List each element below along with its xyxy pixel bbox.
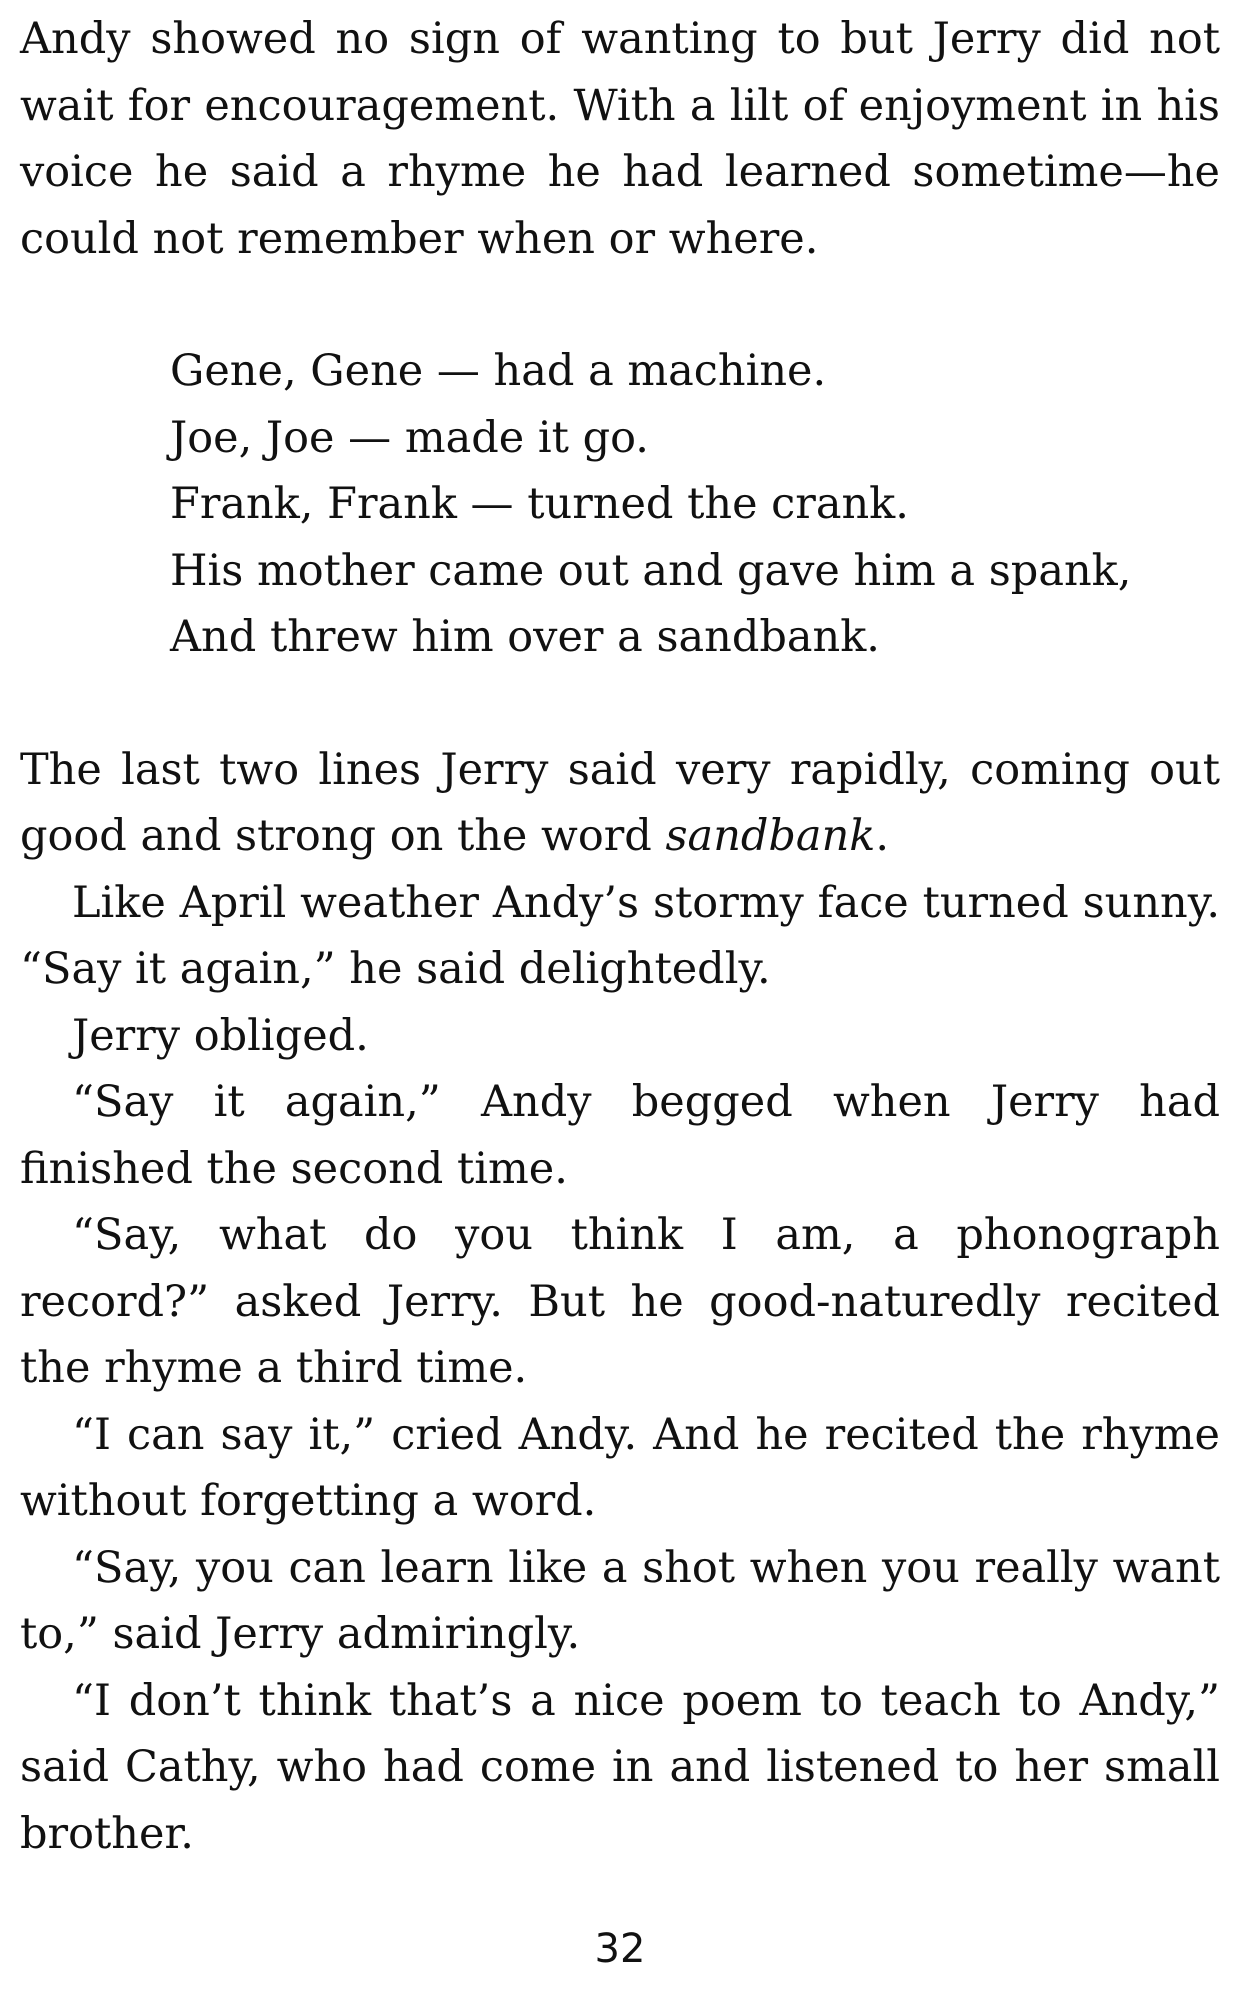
book-page bbox=[20, 6, 1220, 1867]
paragraph bbox=[20, 737, 1220, 870]
paragraph: Andy showed no sign of wanting to but Jerry did not wait for encouragement. With a lilt of enjoyment in his voice he said a rhyme he had learned sometime—he could not remember when or where. bbox=[20, 14, 1220, 264]
page-number: 32 bbox=[594, 1926, 646, 1972]
paragraph: “I can say it,” cried Andy. And he recited the rhyme without forgetting a word. bbox=[20, 1409, 1220, 1526]
paragraph: “Say, you can learn like a shot when you really want to,” said Jerry admiringly. bbox=[20, 1542, 1220, 1659]
paragraph-text: . bbox=[875, 811, 889, 861]
poem-line: His mother came out and gave him a spank, bbox=[170, 545, 1132, 596]
rhyme-poem bbox=[170, 338, 1220, 671]
poem-line: Gene, Gene — had a machine. bbox=[170, 346, 827, 396]
poem-line: And threw him over a sandbank. bbox=[170, 612, 880, 662]
poem-line: Joe, Joe — made it go. bbox=[170, 412, 649, 463]
paragraph: Jerry obliged. bbox=[72, 1010, 369, 1061]
paragraph: Like April weather Andy’s stormy face turned sunny. “Say it again,” he said delightedly. bbox=[20, 877, 1220, 994]
poem-line: Frank, Frank — turned the crank. bbox=[170, 479, 909, 529]
emphasized-word: sandbank bbox=[665, 811, 876, 861]
paragraph: “Say, what do you think I am, a phonograph record?” asked Jerry. But he good-naturedly recited the rhyme a third time. bbox=[20, 1210, 1220, 1393]
paragraph: “Say it again,” Andy begged when Jerry had finished the second time. bbox=[20, 1077, 1220, 1194]
paragraph: “I don’t think that’s a nice poem to teach to Andy,” said Cathy, who had come in and listened to her small brother. bbox=[20, 1675, 1220, 1859]
paragraph-text: The last two lines Jerry said very rapidly, coming out good and strong on the word bbox=[20, 744, 1220, 861]
